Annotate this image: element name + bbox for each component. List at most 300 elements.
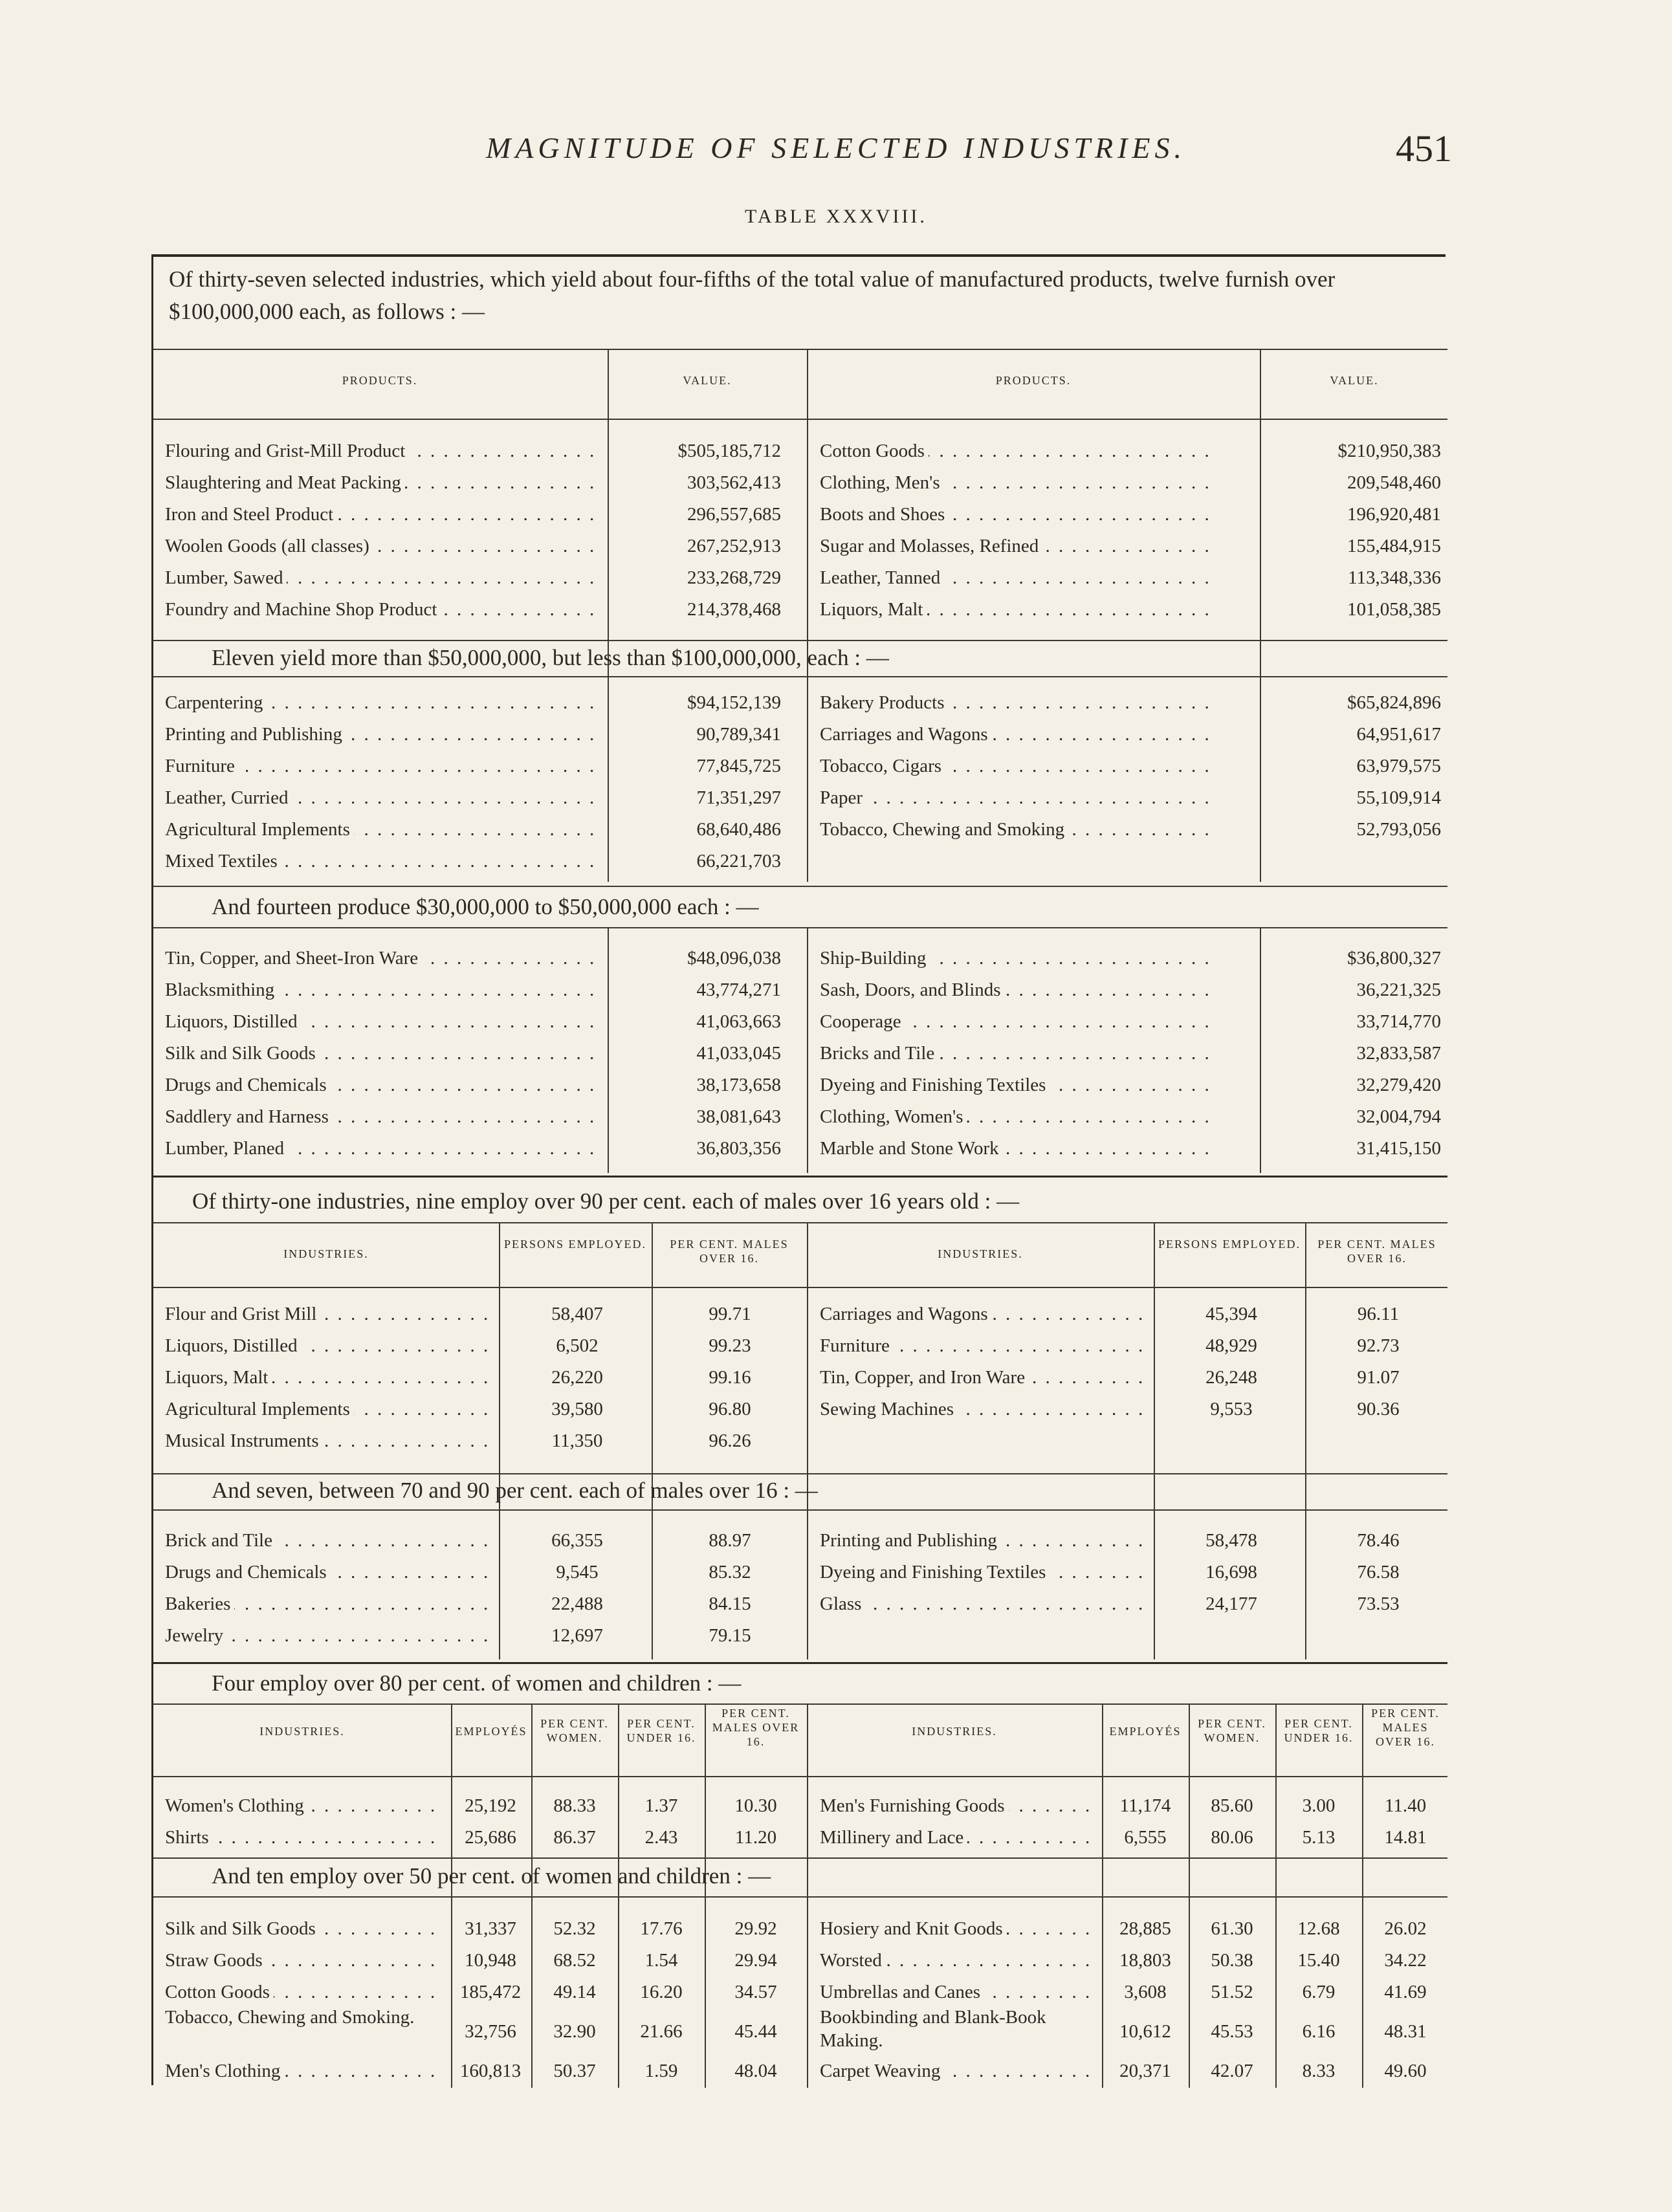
section7-right-women: 61.30	[1211, 1918, 1253, 1939]
section3-left-name	[165, 1101, 599, 1132]
section3-left-value: $48,096,038	[687, 948, 781, 969]
header-col-1: EMPLOYÉS	[455, 1725, 527, 1738]
section1-left-value: 214,378,468	[687, 599, 781, 620]
section3-left-name	[165, 1038, 599, 1069]
industry-name: Carriages and Wagons	[820, 724, 992, 745]
section1-intro: Of thirty-seven selected industries, which yield about four-fifths of the total value of manufactured products, twelve furnish over $100,000,000 each, as follows : —	[169, 267, 1336, 324]
industry-name: Foundry and Machine Shop Product	[165, 599, 441, 620]
section5-left-name	[165, 1620, 489, 1651]
section6-left-under16: 1.37	[644, 1795, 678, 1816]
industry-name: Blacksmithing	[165, 980, 278, 1000]
industry-name: Clothing, Women's	[820, 1106, 967, 1127]
section7-left-males: 29.92	[734, 1918, 777, 1939]
section3-right-name	[820, 1101, 1208, 1132]
section7-right-under16: 6.79	[1302, 1982, 1336, 2002]
section1-left-value: 303,562,413	[687, 472, 781, 493]
section5-left-persons: 12,697	[551, 1625, 603, 1646]
section2-left-value: 77,845,725	[696, 756, 781, 776]
section7-left-women: 49.14	[553, 1982, 596, 2002]
section3-left-name	[165, 1133, 599, 1164]
table-frame	[151, 254, 1446, 2085]
section5-left-persons: 9,545	[556, 1562, 599, 1582]
section3-right-name	[820, 974, 1208, 1005]
industry-name: Slaughtering and Meat Packing	[165, 472, 405, 493]
section2-left-name	[165, 782, 599, 813]
section3-right-name	[820, 1069, 1208, 1101]
section7-left-women: 32.90	[553, 2021, 596, 2042]
section2-right-name	[820, 750, 1208, 782]
section5-left-pct: 85.32	[709, 1562, 751, 1582]
section7-left-employes: 10,948	[465, 1950, 516, 1971]
section5-right-pct: 76.58	[1357, 1562, 1400, 1582]
section7-right-males: 41.69	[1384, 1982, 1427, 2002]
industry-name: Woolen Goods (all classes)	[165, 536, 373, 556]
industry-name: Agricultural Implements	[165, 819, 354, 840]
header-col-6: EMPLOYÉS	[1109, 1725, 1182, 1738]
header-value-right: VALUE.	[1330, 374, 1379, 387]
section3-right-name	[820, 1006, 1208, 1037]
section6-left-males: 10.30	[734, 1795, 777, 1816]
section7-left-women: 52.32	[553, 1918, 596, 1939]
industry-name: Umbrellas and Canes	[820, 1982, 984, 2002]
section1-right-value: $210,950,383	[1337, 441, 1441, 461]
section5-left-persons: 66,355	[551, 1530, 603, 1551]
section6-right-name	[820, 1822, 1092, 1853]
section1-left-value: 267,252,913	[687, 536, 781, 556]
section1-left-name	[165, 467, 599, 498]
header-col-3: PER CENT. UNDER 16.	[626, 1717, 696, 1744]
section5-left-pct: 88.97	[709, 1530, 751, 1551]
section7-left-name	[165, 1977, 443, 2008]
header-col-8: PER CENT. UNDER 16.	[1284, 1717, 1354, 1744]
section7-left-males: 34.57	[734, 1982, 777, 2002]
section1-left-name	[165, 594, 599, 625]
header-col-0: INDUSTRIES.	[259, 1725, 345, 1738]
column-rule	[807, 1703, 808, 2088]
section2-right-value: 64,951,617	[1356, 724, 1441, 745]
section7-left-name: Tobacco, Chewing and Smoking.	[165, 2007, 415, 2028]
section3-left-value: 38,081,643	[696, 1106, 781, 1127]
section5-right-persons: 24,177	[1205, 1593, 1257, 1614]
section4-left-persons: 39,580	[551, 1399, 603, 1419]
section7-left-under16: 17.76	[640, 1918, 683, 1939]
industry-name: Bakeries	[165, 1593, 234, 1614]
section4-intro: Of thirty-one industries, nine employ over 90 per cent. each of males over 16 years old : —	[192, 1188, 1020, 1214]
section4-right-persons: 48,929	[1205, 1335, 1257, 1356]
section6-right-women: 80.06	[1211, 1827, 1253, 1848]
section1-left-name	[165, 562, 599, 593]
section7-left-name	[165, 1913, 443, 1944]
section7-right-name: Bookbinding and Blank-Book Making.	[820, 2007, 1046, 2051]
row-rule	[153, 1662, 1447, 1664]
industry-name: Agricultural Implements	[165, 1399, 354, 1419]
section5-left-pct: 84.15	[709, 1593, 751, 1614]
section3-left-name	[165, 1006, 599, 1037]
section3-left-name	[165, 974, 599, 1005]
industry-name: Ship-Building	[820, 948, 930, 969]
section7-right-women: 42.07	[1211, 2061, 1253, 2081]
section1-right-value: 155,484,915	[1347, 536, 1441, 556]
header-pct-left: PER CENT. MALES OVER 16.	[670, 1238, 789, 1265]
section4-left-pct: 99.16	[709, 1367, 751, 1388]
section2-left-name	[165, 687, 599, 718]
industry-name: Mixed Textiles	[165, 851, 281, 871]
section7-right-employes: 10,612	[1119, 2021, 1171, 2042]
section7-right-males: 49.60	[1384, 2061, 1427, 2081]
section4-right-pct: 96.11	[1357, 1304, 1400, 1324]
section5-left-name	[165, 1588, 489, 1619]
row-rule	[153, 1703, 1447, 1705]
section7-intro: And ten employ over 50 per cent. of women and children : —	[212, 1863, 771, 1889]
section1-right-value: 209,548,460	[1347, 472, 1441, 493]
column-rule	[807, 349, 808, 882]
industry-name: Tobacco, Chewing and Smoking	[820, 819, 1068, 840]
row-rule	[153, 1222, 1447, 1223]
running-head-title: MAGNITUDE OF SELECTED INDUSTRIES.	[486, 131, 1186, 164]
industry-name: Iron and Steel Product	[165, 504, 337, 525]
industry-name: Shirts	[165, 1827, 213, 1848]
section2-right-name	[820, 814, 1208, 845]
section4-right-name	[820, 1394, 1143, 1425]
section4-left-name	[165, 1330, 489, 1361]
section3-left-value: 43,774,271	[696, 980, 781, 1000]
section3-left-value: 36,803,356	[696, 1138, 781, 1159]
section7-right-under16: 12.68	[1297, 1918, 1340, 1939]
section4-left-name	[165, 1362, 489, 1393]
industry-name: Sash, Doors, and Blinds	[820, 980, 1005, 1000]
table-caption: TABLE XXXVIII.	[745, 206, 927, 227]
section4-right-pct: 91.07	[1357, 1367, 1400, 1388]
section4-right-pct: 92.73	[1357, 1335, 1400, 1356]
industry-name: Carpet Weaving	[820, 2061, 944, 2081]
industry-name: Flour and Grist Mill	[165, 1304, 320, 1324]
section6-left-women: 86.37	[553, 1827, 596, 1848]
header-col-2: PER CENT. WOMEN.	[540, 1717, 609, 1744]
header-col-7: PER CENT. WOMEN.	[1198, 1717, 1266, 1744]
section1-right-name	[820, 562, 1208, 593]
industry-name: Tobacco, Cigars	[820, 756, 945, 776]
section4-left-persons: 6,502	[556, 1335, 599, 1356]
industry-name: Printing and Publishing	[165, 724, 346, 745]
section4-left-pct: 96.80	[709, 1399, 751, 1419]
section1-left-value: 296,557,685	[687, 504, 781, 525]
industry-name: Sugar and Molasses, Refined	[820, 536, 1042, 556]
header-col-5: INDUSTRIES.	[912, 1725, 997, 1738]
header-products-right: PRODUCTS.	[995, 374, 1072, 387]
section4-left-pct: 99.23	[709, 1335, 751, 1356]
section7-right-males: 26.02	[1384, 1918, 1427, 1939]
page-number: 451	[1396, 127, 1452, 170]
section2-left-name	[165, 719, 599, 750]
section2-right-value: 52,793,056	[1356, 819, 1441, 840]
row-rule	[153, 419, 1447, 420]
row-rule	[153, 1896, 1447, 1898]
column-rule	[807, 927, 808, 1173]
section3-left-value: 38,173,658	[696, 1075, 781, 1095]
section1-right-value: 196,920,481	[1347, 504, 1441, 525]
section6-right-employes: 6,555	[1124, 1827, 1167, 1848]
column-rule	[608, 349, 609, 882]
section6-right-employes: 11,174	[1119, 1795, 1171, 1816]
section7-right-employes: 28,885	[1119, 1918, 1171, 1939]
section1-right-name	[820, 435, 1208, 466]
section7-left-employes: 160,813	[459, 2061, 522, 2081]
section7-right-women: 50.38	[1211, 1950, 1253, 1971]
section2-right-name	[820, 687, 1208, 718]
industry-name: Dyeing and Finishing Textiles	[820, 1075, 1050, 1095]
industry-name: Furniture	[165, 756, 239, 776]
row-rule	[153, 349, 1447, 350]
industry-name: Bakery Products	[820, 692, 949, 713]
section7-right-women: 51.52	[1211, 1982, 1253, 2002]
section4-left-persons: 26,220	[551, 1367, 603, 1388]
section3-right-name	[820, 1133, 1208, 1164]
section7-right-women: 45.53	[1211, 2021, 1253, 2042]
section6-left-name	[165, 1790, 443, 1821]
section3-right-value: 32,279,420	[1356, 1075, 1441, 1095]
section5-left-name	[165, 1557, 489, 1588]
row-rule	[153, 1509, 1447, 1511]
header-persons-left: PERSONS EMPLOYED.	[503, 1238, 647, 1251]
section2-left-value: $94,152,139	[687, 692, 781, 713]
section6-left-name	[165, 1822, 443, 1853]
industry-name: Cotton Goods	[165, 1982, 274, 2002]
section2-right-name	[820, 782, 1208, 813]
section3-right-value: $36,800,327	[1347, 948, 1441, 969]
section7-left-employes: 32,756	[465, 2021, 516, 2042]
section4-right-name	[820, 1330, 1143, 1361]
section4-right-pct: 90.36	[1357, 1399, 1400, 1419]
section3-right-name	[820, 943, 1208, 974]
section1-left-value: 233,268,729	[687, 567, 781, 588]
section3-right-value: 32,833,587	[1356, 1043, 1441, 1064]
section2-left-value: 71,351,297	[696, 787, 781, 808]
row-rule	[153, 1776, 1447, 1777]
section5-left-pct: 79.15	[709, 1625, 751, 1646]
industry-name: Hosiery and Knit Goods	[820, 1918, 1007, 1939]
industry-name: Lumber, Sawed	[165, 567, 287, 588]
section1-right-name	[820, 499, 1208, 530]
section4-left-name	[165, 1425, 489, 1456]
section3-right-value: 33,714,770	[1356, 1011, 1441, 1032]
section6-right-males: 14.81	[1384, 1827, 1427, 1848]
section3-left-value: 41,063,663	[696, 1011, 781, 1032]
section6-left-employes: 25,192	[465, 1795, 516, 1816]
industry-name: Glass	[820, 1593, 865, 1614]
section4-right-name	[820, 1362, 1143, 1393]
section1-right-name	[820, 594, 1208, 625]
header-pct-right: PER CENT. MALES OVER 16.	[1317, 1238, 1436, 1265]
section1-left-name	[165, 435, 599, 466]
section3-right-name	[820, 1038, 1208, 1069]
section4-left-name	[165, 1298, 489, 1330]
industry-name: Women's Clothing	[165, 1795, 308, 1816]
industry-name: Liquors, Distilled	[165, 1335, 302, 1356]
section7-left-women: 68.52	[553, 1950, 596, 1971]
section3-left-name	[165, 1069, 599, 1101]
section7-right-name	[820, 1977, 1092, 2008]
section4-right-name	[820, 1298, 1143, 1330]
row-rule	[153, 640, 1447, 641]
industry-name: Carriages and Wagons	[820, 1304, 992, 1324]
section5-intro: And seven, between 70 and 90 per cent. each of males over 16 : —	[212, 1478, 818, 1503]
industry-name: Furniture	[820, 1335, 894, 1356]
section6-right-males: 11.40	[1384, 1795, 1427, 1816]
section7-left-name	[165, 2055, 443, 2086]
section4-left-persons: 11,350	[551, 1430, 603, 1451]
row-rule	[153, 1857, 1447, 1859]
section7-right-employes: 18,803	[1119, 1950, 1171, 1971]
section1-left-value: $505,185,712	[677, 441, 781, 461]
section5-right-persons: 58,478	[1205, 1530, 1257, 1551]
industry-name: Millinery and Lace	[820, 1827, 967, 1848]
row-rule	[153, 886, 1447, 887]
section7-right-under16: 15.40	[1297, 1950, 1340, 1971]
section4-left-persons: 58,407	[551, 1304, 603, 1324]
section7-right-name	[820, 1913, 1092, 1944]
section6-right-name	[820, 1790, 1092, 1821]
section1-left-name	[165, 531, 599, 562]
section2-left-name	[165, 750, 599, 782]
section7-right-under16: 6.16	[1302, 2021, 1336, 2042]
section7-left-males: 45.44	[734, 2021, 777, 2042]
industry-name: Lumber, Planed	[165, 1138, 288, 1159]
section5-left-name	[165, 1525, 489, 1556]
industry-name: Liquors, Malt	[165, 1367, 272, 1388]
section2-left-value: 68,640,486	[696, 819, 781, 840]
column-rule	[608, 927, 609, 1173]
row-rule	[153, 676, 1447, 677]
section6-right-under16: 5.13	[1302, 1827, 1336, 1848]
section1-right-name	[820, 467, 1208, 498]
section7-left-under16: 16.20	[640, 1982, 683, 2002]
section1-right-value: 113,348,336	[1348, 567, 1441, 588]
section6-left-women: 88.33	[553, 1795, 596, 1816]
section2-left-value: 90,789,341	[696, 724, 781, 745]
industry-name: Silk and Silk Goods	[165, 1043, 320, 1064]
header-value-left: VALUE.	[683, 374, 732, 387]
section4-right-persons: 26,248	[1205, 1367, 1257, 1388]
section7-left-males: 48.04	[734, 2061, 777, 2081]
header-products-left: PRODUCTS.	[342, 374, 418, 387]
header-col-9: PER CENT. MALES OVER 16.	[1371, 1707, 1440, 1748]
industry-name: Musical Instruments	[165, 1430, 323, 1451]
section4-right-persons: 9,553	[1210, 1399, 1253, 1419]
industry-name: Sewing Machines	[820, 1399, 958, 1419]
industry-name: Cotton Goods	[820, 441, 929, 461]
industry-name: Printing and Publishing	[820, 1530, 1001, 1551]
industry-name: Tin, Copper, and Sheet-Iron Ware	[165, 948, 422, 969]
industry-name: Drugs and Chemicals	[165, 1562, 331, 1582]
industry-name: Straw Goods	[165, 1950, 267, 1971]
row-rule	[153, 927, 1447, 928]
section5-left-persons: 22,488	[551, 1593, 603, 1614]
section6-right-under16: 3.00	[1302, 1795, 1336, 1816]
industry-name: Saddlery and Harness	[165, 1106, 333, 1127]
industry-name: Worsted	[820, 1950, 886, 1971]
section7-right-employes: 20,371	[1119, 2061, 1171, 2081]
industry-name: Men's Clothing	[165, 2061, 284, 2081]
section2-right-name	[820, 719, 1208, 750]
section2-left-value: 66,221,703	[696, 851, 781, 871]
section5-right-name	[820, 1588, 1143, 1619]
section1-left-name	[165, 499, 599, 530]
industry-name: Men's Furnishing Goods	[820, 1795, 1009, 1816]
section5-right-persons: 16,698	[1205, 1562, 1257, 1582]
section5-right-name	[820, 1525, 1143, 1556]
industry-name: Silk and Silk Goods	[165, 1918, 320, 1939]
section6-left-employes: 25,686	[465, 1827, 516, 1848]
industry-name: Liquors, Distilled	[165, 1011, 302, 1032]
section2-right-value: 55,109,914	[1356, 787, 1441, 808]
section6-left-under16: 2.43	[644, 1827, 678, 1848]
section7-left-under16: 1.59	[644, 2061, 678, 2081]
industry-name: Carpentering	[165, 692, 267, 713]
section5-right-pct: 78.46	[1357, 1530, 1400, 1551]
industry-name: Marble and Stone Work	[820, 1138, 1003, 1159]
header-persons-right: PERSONS EMPLOYED.	[1158, 1238, 1301, 1251]
industry-name: Brick and Tile	[165, 1530, 276, 1551]
header-industries-right: INDUSTRIES.	[938, 1247, 1023, 1260]
section7-right-employes: 3,608	[1124, 1982, 1167, 2002]
industry-name: Tin, Copper, and Iron Ware	[820, 1367, 1029, 1388]
section6-right-women: 85.60	[1211, 1795, 1253, 1816]
section2-right-value: $65,824,896	[1347, 692, 1441, 713]
header-industries-left: INDUSTRIES.	[283, 1247, 369, 1260]
section1-right-name	[820, 531, 1208, 562]
industry-name: Flouring and Grist-Mill Product	[165, 441, 409, 461]
section7-left-under16: 1.54	[644, 1950, 678, 1971]
section1-right-value: 101,058,385	[1347, 599, 1441, 620]
section3-right-value: 36,221,325	[1356, 980, 1441, 1000]
industry-name: Clothing, Men's	[820, 472, 944, 493]
section3-left-value: 41,033,045	[696, 1043, 781, 1064]
section7-left-employes: 185,472	[459, 1982, 522, 2002]
section3-right-value: 31,415,150	[1356, 1138, 1441, 1159]
industry-name: Drugs and Chemicals	[165, 1075, 331, 1095]
section3-left-name	[165, 943, 599, 974]
industry-name: Liquors, Malt	[820, 599, 927, 620]
section4-left-pct: 96.26	[709, 1430, 751, 1451]
section3-intro: And fourteen produce $30,000,000 to $50,000,000 each : —	[212, 894, 759, 919]
section5-right-pct: 73.53	[1357, 1593, 1400, 1614]
section7-left-under16: 21.66	[640, 2021, 683, 2042]
section6-intro: Four employ over 80 per cent. of women and children : —	[212, 1670, 742, 1696]
industry-name: Cooperage	[820, 1011, 905, 1032]
section2-right-value: 63,979,575	[1356, 756, 1441, 776]
section7-left-males: 29.94	[734, 1950, 777, 1971]
section4-left-name	[165, 1394, 489, 1425]
row-rule	[153, 1176, 1447, 1177]
section7-right-males: 34.22	[1384, 1950, 1427, 1971]
section7-left-employes: 31,337	[465, 1918, 516, 1939]
section7-right-name	[820, 1945, 1092, 1976]
section4-right-persons: 45,394	[1205, 1304, 1257, 1324]
industry-name: Dyeing and Finishing Textiles	[820, 1562, 1050, 1582]
industry-name: Bricks and Tile	[820, 1043, 938, 1064]
industry-name: Jewelry	[165, 1625, 227, 1646]
section2-left-name	[165, 846, 599, 877]
industry-name: Paper	[820, 787, 866, 808]
industry-name: Boots and Shoes	[820, 504, 949, 525]
section7-left-name	[165, 1945, 443, 1976]
running-head	[0, 127, 1672, 179]
row-rule	[153, 1287, 1447, 1288]
section7-right-name	[820, 2055, 1092, 2086]
industry-name: Leather, Curried	[165, 787, 292, 808]
industry-name: Leather, Tanned	[820, 567, 944, 588]
section7-right-under16: 8.33	[1302, 2061, 1336, 2081]
